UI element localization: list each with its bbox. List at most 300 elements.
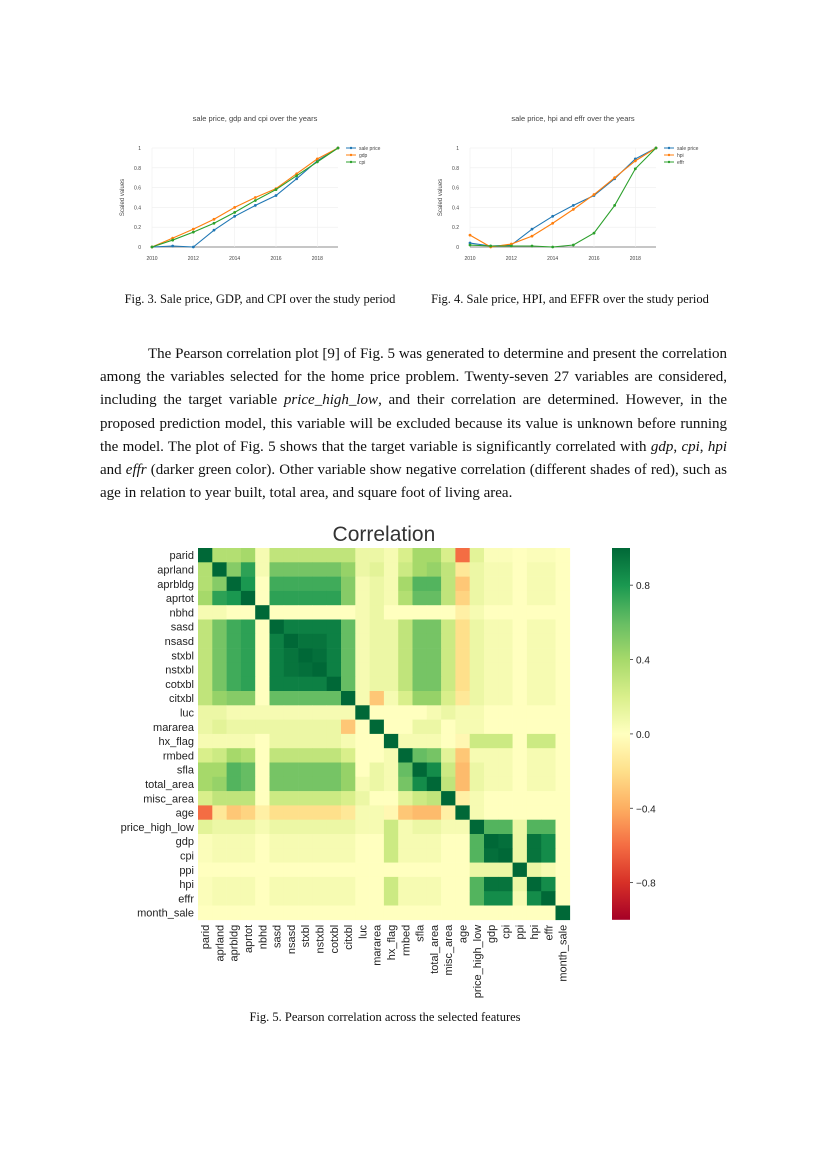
heatmap-cell [241,791,256,806]
heatmap-cell [455,577,470,592]
heatmap-cell [498,791,513,806]
heatmap-cell [484,720,499,735]
heatmap-cell [198,720,213,735]
heatmap-cell [541,605,556,620]
heatmap-cell [398,748,413,763]
heatmap-cell [198,662,213,677]
fig3-title: sale price, gdp and cpi over the years [192,114,318,123]
heatmap-cell [556,620,571,635]
heatmap-cell [255,834,270,849]
fig3-point [213,222,216,225]
heatmap-cell [556,906,571,921]
heatmap-cell [227,791,242,806]
heatmap-cell [241,848,256,863]
heatmap-cell [455,677,470,692]
heatmap-cell [513,691,528,706]
heatmap-cell [455,820,470,835]
heatmap-cell [270,777,285,792]
heatmap-cell [227,748,242,763]
heatmap-cell [241,720,256,735]
heatmap-cell [327,648,342,663]
heatmap-cell [513,548,528,563]
heatmap-cell [270,820,285,835]
heatmap-cell [241,691,256,706]
heatmap-cell [484,634,499,649]
heatmap-row-label: hpi [179,879,194,892]
heatmap-cell [413,620,428,635]
heatmap-cell [284,805,299,820]
heatmap-cell [470,863,485,878]
heatmap-cell [341,848,356,863]
heatmap-cell [255,820,270,835]
heatmap-cell [484,891,499,906]
heatmap-cell [270,834,285,849]
heatmap-cell [255,877,270,892]
heatmap-cell [470,720,485,735]
heatmap-cell [470,891,485,906]
heatmap-cell [470,848,485,863]
heatmap-cell [498,777,513,792]
heatmap-col-label: luc [357,924,370,939]
fig4-point [551,215,554,218]
heatmap-cell [527,634,542,649]
heatmap-cell [398,891,413,906]
fig4-ytick-label: 0.2 [452,225,459,232]
heatmap-cell [441,677,456,692]
heatmap-cell [327,591,342,606]
fig3-point [316,157,319,160]
heatmap-col-label: citxbl [343,924,356,950]
heatmap-cell [370,548,385,563]
heatmap-cell [556,548,571,563]
heatmap-row-label: mararea [153,721,194,734]
heatmap-cell [284,734,299,749]
heatmap-cell [227,591,242,606]
fig3-xtick-label: 2012 [187,256,199,262]
heatmap-cell [327,763,342,778]
fig4-legend-label: sale price [677,145,699,152]
heatmap-cell [398,734,413,749]
fig4-series-line [470,148,656,246]
heatmap-cell [255,677,270,692]
heatmap-cell [455,777,470,792]
heatmap-cell [513,805,528,820]
heatmap-cell [198,577,213,592]
heatmap-cell [527,748,542,763]
heatmap-cell [427,577,442,592]
heatmap-cell [212,877,227,892]
heatmap-cell [441,777,456,792]
fig3-legend-marker [350,161,352,163]
heatmap-cell [470,677,485,692]
heatmap-cell [370,791,385,806]
heatmap-cell [227,605,242,620]
heatmap-cell [212,720,227,735]
fig3-xtick-label: 2014 [229,256,241,262]
heatmap-row-label: aprland [157,564,194,577]
heatmap-cell [370,634,385,649]
heatmap-cell [270,662,285,677]
heatmap-cell [470,562,485,577]
heatmap-cell [484,548,499,563]
heatmap-cell [455,834,470,849]
heatmap-row-label: luc [179,707,194,720]
heatmap-cell [455,891,470,906]
heatmap-cell [541,834,556,849]
heatmap-cell [513,877,528,892]
heatmap-cell [413,605,428,620]
heatmap-cell [241,677,256,692]
heatmap-cell [413,548,428,563]
heatmap-cell [198,691,213,706]
heatmap-cell [255,577,270,592]
heatmap-row-label: rmbed [162,750,194,763]
heatmap-cell [298,777,313,792]
heatmap-cell [255,848,270,863]
heatmap-cell [427,562,442,577]
heatmap-col-label: sfla [414,924,427,942]
fig4-point [572,244,575,247]
heatmap-cell [541,848,556,863]
heatmap-cell [227,848,242,863]
heatmap-cell [484,648,499,663]
heatmap-row-label: nbhd [169,607,194,620]
heatmap-cell [212,820,227,835]
heatmap-cell [327,834,342,849]
fig3-ytick-label: 0.2 [134,225,141,232]
heatmap-cell [212,834,227,849]
heatmap-cell [513,634,528,649]
heatmap-cell [556,648,571,663]
heatmap-cell [427,548,442,563]
heatmap-cell [241,605,256,620]
heatmap-cell [355,591,370,606]
heatmap-cell [341,763,356,778]
fig3-ytick-label: 0.6 [134,185,141,192]
heatmap-cell [470,877,485,892]
heatmap-cell [527,662,542,677]
heatmap-cell [241,562,256,577]
heatmap-cell [484,562,499,577]
fig4-point [634,167,637,170]
heatmap-cell [398,562,413,577]
heatmap-cell [384,763,399,778]
heatmap-cell [212,748,227,763]
fig4-point [531,245,534,248]
heatmap-row-label: misc_area [143,793,194,806]
fig3-xtick-label: 2016 [270,256,282,262]
heatmap-cell [498,848,513,863]
heatmap-cell [298,748,313,763]
heatmap-cell [541,877,556,892]
heatmap-cell [384,562,399,577]
heatmap-cell [270,906,285,921]
heatmap-cell [270,748,285,763]
heatmap-cell [284,705,299,720]
heatmap-cell [241,648,256,663]
heatmap-cell [341,562,356,577]
heatmap-cell [441,805,456,820]
heatmap-col-label: nsasd [285,924,298,955]
heatmap-cell [455,648,470,663]
heatmap-cell [513,577,528,592]
heatmap-cell [413,662,428,677]
heatmap-cell [413,562,428,577]
heatmap-cell [441,863,456,878]
heatmap-cell [413,834,428,849]
heatmap-cell [441,548,456,563]
heatmap-cell [227,562,242,577]
fig3-ytick-label: 0.8 [134,165,141,172]
heatmap-cell [327,577,342,592]
heatmap-cell [327,634,342,649]
heatmap-cell [513,777,528,792]
fig4-ytick-label: 0.6 [452,185,459,192]
heatmap-cell [255,805,270,820]
heatmap-cell [541,705,556,720]
heatmap-cell [513,705,528,720]
heatmap-cell [513,891,528,906]
heatmap-cell [527,891,542,906]
heatmap-cell [298,548,313,563]
heatmap-cell [227,906,242,921]
heatmap-cell [398,634,413,649]
fig4-point [531,228,534,231]
heatmap-cell [212,691,227,706]
heatmap-cell [398,720,413,735]
fig3-legend-marker [350,147,352,149]
heatmap-cell [455,548,470,563]
heatmap-cell [527,620,542,635]
heatmap-row-label: aprbldg [157,578,194,591]
heatmap-cell [298,791,313,806]
heatmap-cell [312,763,327,778]
heatmap-cell [370,834,385,849]
heatmap-col-label: hx_flag [386,924,399,961]
heatmap-cell [212,577,227,592]
heatmap-cell [255,863,270,878]
heatmap-cell [427,605,442,620]
heatmap-cell [270,591,285,606]
heatmap-cell [241,634,256,649]
heatmap-cell [312,562,327,577]
heatmap-cell [398,820,413,835]
heatmap-cell [327,863,342,878]
heatmap-cell [541,548,556,563]
heatmap-cell [441,620,456,635]
heatmap-cell [370,820,385,835]
heatmap-cell [384,691,399,706]
heatmap-row-label: aprtot [165,593,194,606]
heatmap-cell [212,620,227,635]
heatmap-cell [398,777,413,792]
heatmap-cell [384,877,399,892]
heatmap-cell [556,591,571,606]
heatmap-cell [455,605,470,620]
heatmap-cell [484,662,499,677]
heatmap-cell [241,548,256,563]
heatmap-cell [455,863,470,878]
heatmap-cell [556,634,571,649]
heatmap-col-label: age [457,924,470,944]
heatmap-cell [312,848,327,863]
heatmap-cell [227,662,242,677]
heatmap-cell [513,834,528,849]
heatmap-cell [384,605,399,620]
heatmap-cell [341,648,356,663]
heatmap-cell [298,805,313,820]
fig3-point [192,231,195,234]
fig3-ytick-label: 1 [138,146,141,152]
heatmap-cell [298,648,313,663]
heatmap-col-label: aprtot [243,924,256,953]
heatmap-cell [198,562,213,577]
heatmap-cell [327,848,342,863]
heatmap-cell [556,577,571,592]
heatmap-cell [298,863,313,878]
fig3-legend-label: gdp [359,152,368,159]
heatmap-cell [198,648,213,663]
heatmap-cell [341,634,356,649]
heatmap-cell [355,620,370,635]
heatmap-cell [441,891,456,906]
heatmap-cell [370,691,385,706]
heatmap-cell [384,777,399,792]
heatmap-cell [312,820,327,835]
heatmap-cell [355,662,370,677]
heatmap-cell [241,877,256,892]
heatmap-cell [355,605,370,620]
colorbar-tick-label: 0.8 [636,581,650,593]
body-paragraph [100,343,727,505]
colorbar-tick-label: 0.0 [636,729,650,741]
heatmap-cell [556,791,571,806]
heatmap-cell [556,562,571,577]
heatmap-cell [270,648,285,663]
fig3-point [316,160,319,163]
heatmap-cell [284,591,299,606]
heatmap-cell [298,605,313,620]
heatmap-cell [513,605,528,620]
heatmap-cell [470,777,485,792]
heatmap-cell [255,891,270,906]
heatmap-cell [355,877,370,892]
heatmap-row-label: nsasd [164,635,194,648]
fig4-legend-label: hpi [677,152,684,159]
heatmap-cell [527,906,542,921]
paragraph-text-2: , and their correlation are determined. However, in the proposed prediction model, this variable will be excluded because its value is unknown before running the model. The plot of Fig. 5 shows that the target variable is significantly correlated with [100,392,727,455]
heatmap-cell [498,820,513,835]
fig3-series-line [152,148,338,247]
heatmap-cell [484,834,499,849]
heatmap-cell [484,705,499,720]
heatmap-col-label: aprland [214,924,227,962]
heatmap-cell [541,620,556,635]
heatmap-cell [541,763,556,778]
fig3-point [171,245,174,248]
heatmap-row-label: parid [169,550,194,563]
heatmap-cell [270,877,285,892]
heatmap-cell [298,677,313,692]
heatmap-cell [212,562,227,577]
heatmap-cell [498,605,513,620]
heatmap-cell [284,777,299,792]
heatmap-cell [413,577,428,592]
heatmap-cell [255,605,270,620]
heatmap-cell [556,863,571,878]
heatmap-cell [513,720,528,735]
heatmap-cell [541,777,556,792]
heatmap-cell [370,577,385,592]
heatmap-cell [441,720,456,735]
heatmap-cell [370,677,385,692]
fig4-point [489,245,492,248]
heatmap-cell [441,605,456,620]
heatmap-cell [398,763,413,778]
heatmap-cell [556,662,571,677]
heatmap-cell [470,691,485,706]
heatmap-cell [270,577,285,592]
heatmap-cell [384,734,399,749]
heatmap-cell [255,705,270,720]
heatmap-cell [384,863,399,878]
heatmap-cell [227,805,242,820]
heatmap-cell [298,691,313,706]
heatmap-cell [484,591,499,606]
heatmap-row-label: total_area [145,778,194,791]
fig3-legend-label: cpi [359,159,366,166]
fig4-xtick-label: 2014 [547,256,559,262]
heatmap-cell [541,906,556,921]
fig4-point [551,222,554,225]
heatmap-cell [427,677,442,692]
heatmap-cell [327,777,342,792]
heatmap-cell [341,891,356,906]
heatmap-cell [441,634,456,649]
heatmap-cell [284,662,299,677]
heatmap-cell [398,620,413,635]
heatmap-cell [255,648,270,663]
heatmap-cell [498,906,513,921]
heatmap-cell [270,605,285,620]
heatmap-cell [355,805,370,820]
heatmap-cell [455,848,470,863]
heatmap-cell [384,748,399,763]
heatmap-cell [498,662,513,677]
heatmap-cell [541,691,556,706]
heatmap-cell [498,891,513,906]
heatmap-cell [498,834,513,849]
heatmap-cell [498,877,513,892]
heatmap-cell [513,748,528,763]
fig3-ylabel: Scaled values [120,178,126,217]
heatmap-cell [227,677,242,692]
fig4-legend-marker [668,161,670,163]
heatmap-cell [241,620,256,635]
heatmap-cell [498,863,513,878]
heatmap-cell [413,791,428,806]
heatmap-cell [484,691,499,706]
heatmap-cell [327,562,342,577]
heatmap-cell [441,791,456,806]
heatmap-cell [341,734,356,749]
heatmap-cell [455,877,470,892]
fig4-point [469,234,472,237]
heatmap-cell [327,691,342,706]
heatmap-cell [513,791,528,806]
heatmap-cell [470,748,485,763]
heatmap-cell [541,748,556,763]
